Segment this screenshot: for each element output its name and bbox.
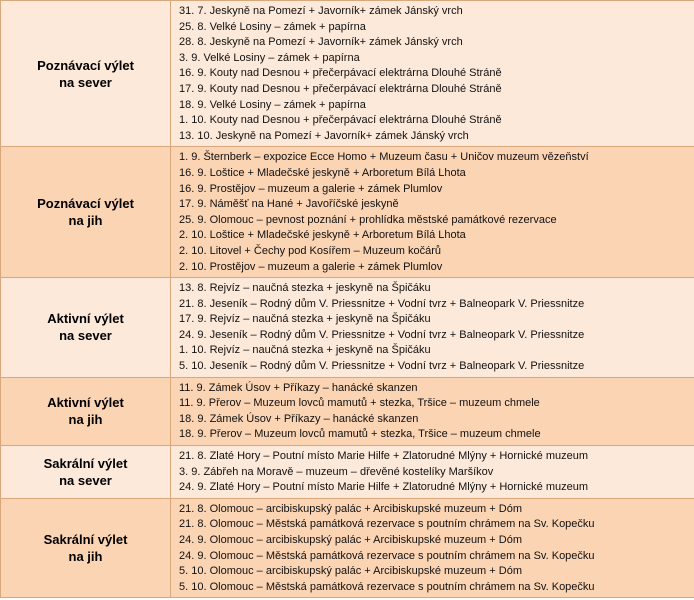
trip-item: 21. 8. Jeseník – Rodný dům V. Priessnitze + Vodní tvrz + Balneopark V. Priessnitze [179, 297, 585, 310]
trip-item: 18. 9. Přerov – Muzeum lovců mamutů + stezka, Tršice – muzeum chmele [179, 428, 541, 441]
trip-item: 16. 9. Loštice + Mladečské jeskyně + Arboretum Bílá Lhota [179, 166, 466, 179]
trip-item: 24. 9. Olomouc – Městská památková rezervace s poutním chrámem na Sv. Kopečku [179, 549, 595, 562]
trip-category-line: na jih [68, 549, 103, 565]
trip-item: 24. 9. Olomouc – arcibiskupský palác + Arcibiskupské muzeum + Dóm [179, 534, 522, 546]
trip-list [171, 147, 694, 278]
trip-item: 2. 10. Loštice + Mladečské jeskyně + Arboretum Bílá Lhota [179, 229, 466, 242]
trip-item: 5. 10. Olomouc – arcibiskupský palác + Arcibiskupské muzeum + Dóm [179, 565, 522, 578]
trip-item: 16. 9. Kouty nad Desnou + přečerpávací elektrárna Dlouhé Stráně [179, 67, 502, 80]
trip-item: 3. 9. Zábřeh na Moravě – muzeum – dřevěné kostelíky Maršíkov [179, 465, 494, 478]
trip-item: 5. 10. Jeseník – Rodný dům V. Priessnitze + Vodní tvrz + Balneopark V. Priessnitze [179, 360, 585, 373]
trip-row [1, 498, 694, 598]
trip-item: 24. 9. Zlaté Hory – Poutní místo Marie Hilfe + Zlatorudné Mlýny + Hornické muzeum [179, 481, 588, 494]
trip-item: 1. 9. Šternberk – expozice Ecce Homo + Muzeum času + Uničov muzeum vězeňství [179, 151, 589, 164]
trip-item: 13. 10. Jeskyně na Pomezí + Javorník+ zámek Jánský vrch [179, 129, 469, 142]
trip-list [171, 377, 694, 445]
trip-list [171, 1, 694, 147]
trip-category [1, 278, 171, 378]
trip-category [1, 1, 171, 147]
trip-item: 21. 8. Olomouc – arcibiskupský palác + Arcibiskupské muzeum + Dóm [179, 502, 522, 515]
trip-item: 2. 10. Prostějov – muzeum a galerie + zámek Plumlov [179, 260, 443, 273]
trip-category [1, 446, 171, 499]
trip-row [1, 377, 694, 445]
trip-category-line: Poznávací výlet [37, 196, 134, 212]
trip-category-line: Aktivní výlet [47, 395, 124, 411]
trip-list [171, 498, 694, 598]
trip-row [1, 278, 694, 378]
trip-item: 18. 9. Zámek Úsov + Příkazy – hanácké skanzen [179, 412, 419, 425]
trip-item: 11. 9. Přerov – Muzeum lovců mamutů + stezka, Tršice – muzeum chmele [179, 397, 540, 410]
trip-category-line: na sever [59, 328, 112, 344]
trip-item: 13. 8. Rejvíz – naučná stezka + jeskyně na Špičáku [179, 282, 431, 295]
trip-item: 28. 8. Jeskyně na Pomezí + Javorník+ zámek Jánský vrch [179, 36, 463, 49]
trip-category-line: Aktivní výlet [47, 311, 124, 327]
trip-row [1, 147, 694, 278]
trip-item: 21. 8. Zlaté Hory – Poutní místo Marie Hilfe + Zlatorudné Mlýny + Hornické muzeum [179, 450, 588, 463]
trip-item: 21. 8. Olomouc – Městská památková rezervace s poutním chrámem na Sv. Kopečku [179, 518, 595, 531]
trip-item: 18. 9. Velké Losiny – zámek + papírna [179, 98, 366, 111]
trip-item: 25. 9. Olomouc – pevnost poznání + prohlídka městské památkové rezervace [179, 213, 557, 226]
trip-item: 3. 9. Velké Losiny – zámek + papírna [179, 51, 360, 64]
trip-category-line: na jih [68, 213, 103, 229]
trip-item: 24. 9. Jeseník – Rodný dům V. Priessnitze + Vodní tvrz + Balneopark V. Priessnitze [179, 328, 585, 341]
trip-row [1, 1, 694, 147]
trip-category-line: na jih [68, 412, 103, 428]
trip-row [1, 446, 694, 499]
trip-item: 31. 7. Jeskyně na Pomezí + Javorník+ zámek Jánský vrch [179, 5, 463, 17]
trip-item: 25. 8. Velké Losiny – zámek + papírna [179, 20, 366, 33]
trip-item: 11. 9. Zámek Úsov + Příkazy – hanácké skanzen [179, 381, 418, 394]
trip-category-line: na sever [59, 472, 112, 488]
trip-category [1, 147, 171, 278]
trip-item: 1. 10. Rejvíz – naučná stezka + jeskyně na Špičáku [179, 344, 431, 357]
trip-item: 2. 10. Litovel + Čechy pod Kosířem – Muzeum kočárů [179, 244, 441, 257]
trip-list [171, 278, 694, 378]
trip-category-line: Poznávací výlet [37, 57, 134, 73]
trips-table-body [1, 1, 694, 598]
trip-category-line: Sakrální výlet [43, 532, 128, 548]
trip-item: 1. 10. Kouty nad Desnou + přečerpávací elektrárna Dlouhé Stráně [179, 114, 502, 127]
trip-item: 17. 9. Náměšť na Hané + Javoříčské jeskyně [179, 198, 399, 211]
trip-item: 16. 9. Prostějov – muzeum a galerie + zámek Plumlov [179, 182, 443, 195]
trip-category-line: na sever [59, 74, 112, 90]
trip-category-line: Sakrální výlet [43, 455, 128, 471]
trip-item: 17. 9. Kouty nad Desnou + přečerpávací elektrárna Dlouhé Stráně [179, 82, 502, 95]
trip-category [1, 377, 171, 445]
trip-item: 17. 9. Rejvíz – naučná stezka + jeskyně na Špičáku [179, 313, 431, 326]
trip-category [1, 498, 171, 598]
trip-item: 5. 10. Olomouc – Městská památková rezervace s poutním chrámem na Sv. Kopečku [179, 580, 595, 593]
trip-list [171, 446, 694, 499]
